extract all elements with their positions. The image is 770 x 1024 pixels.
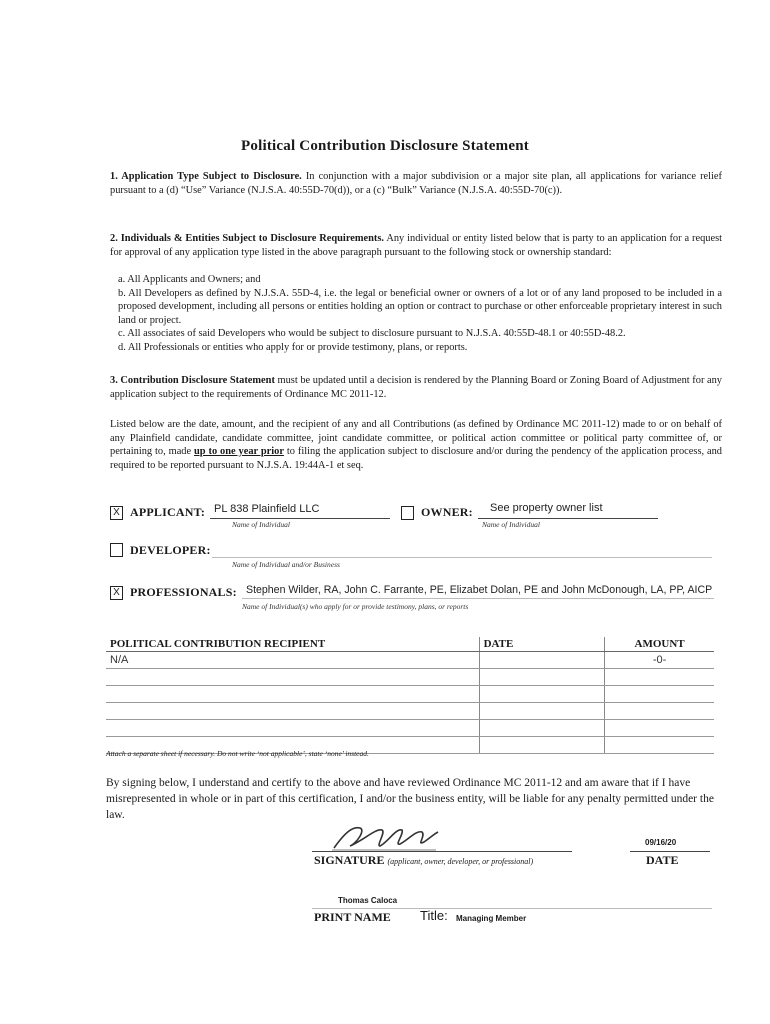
owner-checkbox[interactable] [401,506,414,520]
date-cell[interactable] [479,652,605,669]
owner-label: OWNER: [421,505,473,519]
developer-caption: Name of Individual and/or Business [232,560,340,569]
recipient-cell[interactable]: N/A [106,652,479,669]
applicant-line [210,518,390,519]
table-row [106,669,714,686]
date-line [630,851,710,852]
contributions-text-before: Listed below are the date, amount, and the recipient of any and all Contributions (as defined by Ordinance MC 2011-12) made to or on behalf of any Plainfield candidate, candidate committee, joint candidate committee, or political action committee or political party committee of, or pertaining to, made [110,419,722,458]
date-cell[interactable] [479,703,605,720]
signature-label: SIGNATURE [314,853,385,867]
developer-line [212,557,712,558]
recipient-cell[interactable] [106,703,479,720]
recipient-cell[interactable] [106,669,479,686]
page-title: Political Contribution Disclosure Statement [241,138,529,154]
table-row [106,720,714,737]
signature-line [312,851,572,852]
owner-caption: Name of Individual [482,520,540,529]
date-cell[interactable] [479,669,605,686]
professionals-caption: Name of Individual(s) who apply for or provide testimony, plans, or reports [242,602,469,611]
section-2-list [118,273,722,355]
amount-cell[interactable]: -0- [605,652,714,669]
amount-column-header: AMOUNT [605,637,714,652]
table-row [106,703,714,720]
date-column-header: DATE [479,637,605,652]
list-item: d. All Professionals or entities who apply for or provide testimony, plans, or reports. [118,341,468,353]
print-name-line [312,908,712,909]
applicant-caption: Name of Individual [232,520,290,529]
date-field[interactable]: 09/16/20 [645,838,677,847]
owner-line [478,518,658,519]
section-2-paragraph [110,232,722,259]
title-field[interactable]: Managing Member [456,914,527,923]
title-label: Title: [420,908,448,923]
professionals-line [242,598,714,599]
section-2-text: Any individual or entity listed below that is party to an application for a request for approval of any application type listed in the above paragraph pursuant to the following stock or ownership standard: [110,233,723,258]
attach-note: Attach a separate sheet if necessary. Do not write ‘not applicable’, state ‘none’ instead. [106,749,369,758]
section-2-heading: 2. Individuals & Entities Subject to Disclosure Requirements. [110,233,385,244]
professionals-names-field[interactable]: Stephen Wilder, RA, John C. Farrante, PE, Elizabet Dolan, PE and John McDonough, LA, PP, AICP [246,584,713,596]
date-cell[interactable] [479,737,605,754]
developer-checkbox[interactable] [110,543,123,557]
signature-sub-caption: (applicant, owner, developer, or professional) [387,857,534,866]
applicant-checkbox[interactable]: X [110,506,123,520]
section-1-text: In conjunction with a major subdivision or a major site plan, all applications for variance relief pursuant to a (d) “Use” Variance (N.J.S.A. 40:55D-70(d)), or a (c) “Bulk” Variance (N.J.S.A. 40:55D-70(c)). [110,171,722,196]
professionals-checkbox[interactable]: X [110,586,123,600]
print-name-label: PRINT NAME [314,910,391,924]
recipient-cell[interactable] [106,686,479,703]
amount-cell[interactable] [605,703,714,720]
amount-cell[interactable] [605,737,714,754]
contributions-text-emphasis: up to one year prior [194,446,284,458]
amount-cell[interactable] [605,686,714,703]
list-item: a. All Applicants and Owners; and [118,274,261,285]
contributions-paragraph [110,418,722,472]
amount-cell[interactable] [605,720,714,737]
amount-cell[interactable] [605,669,714,686]
recipient-cell[interactable] [106,720,479,737]
date-cell[interactable] [479,686,605,703]
contribution-table [106,637,714,754]
section-1-paragraph [110,170,722,197]
table-row [106,686,714,703]
list-item: c. All associates of said Developers who would be subject to disclosure pursuant to N.J.S.A. 40:55D-48.1 or 40:55D-48.2. [118,328,626,340]
date-label: DATE [646,853,679,867]
table-row [106,652,714,669]
professionals-label: PROFESSIONALS: [130,585,237,599]
certification-text: By signing below, I understand and certify to the above and have reviewed Ordinance MC 2011-12 and am aware that if I have misrepresented in whole or in part of this certification, I and/or the business entity, will be liable for any penalty permitted under the law. [106,777,714,821]
date-cell[interactable] [479,720,605,737]
owner-name-field[interactable]: See property owner list [490,502,603,514]
section-3-text: must be updated until a decision is rendered by the Planning Board or Zoning Board of Adjustment for any application subject to the requirements of Ordinance MC 2011-12. [110,375,723,400]
table-header-row [106,637,714,652]
signature-caption [314,853,533,868]
recipient-column-header: POLITICAL CONTRIBUTION RECIPIENT [106,637,479,652]
list-item: b. All Developers as defined by N.J.S.A. 55D-4, i.e. the legal or beneficial owner or owners of a lot or of any land proposed to be included in a proposed development, including all persons or entities holding an option or contract to purchase or other enforceable proprietary interest in such land or project. [118,287,722,326]
developer-label: DEVELOPER: [130,543,211,557]
contributions-text-after: to filing the application subject to disclosure and/or during the pendency of the application process, and required to be reported pursuant to N.J.S.A. 19:44A-1 et seq. [110,446,722,471]
section-3-paragraph [110,374,722,401]
print-name-field[interactable]: Thomas Caloca [338,896,398,905]
section-3-heading: 3. Contribution Disclosure Statement [110,375,275,386]
signature-image [330,820,440,854]
section-1-heading: 1. Application Type Subject to Disclosure. [110,171,302,182]
applicant-name-field[interactable]: PL 838 Plainfield LLC [214,503,320,515]
applicant-label: APPLICANT: [130,505,206,519]
